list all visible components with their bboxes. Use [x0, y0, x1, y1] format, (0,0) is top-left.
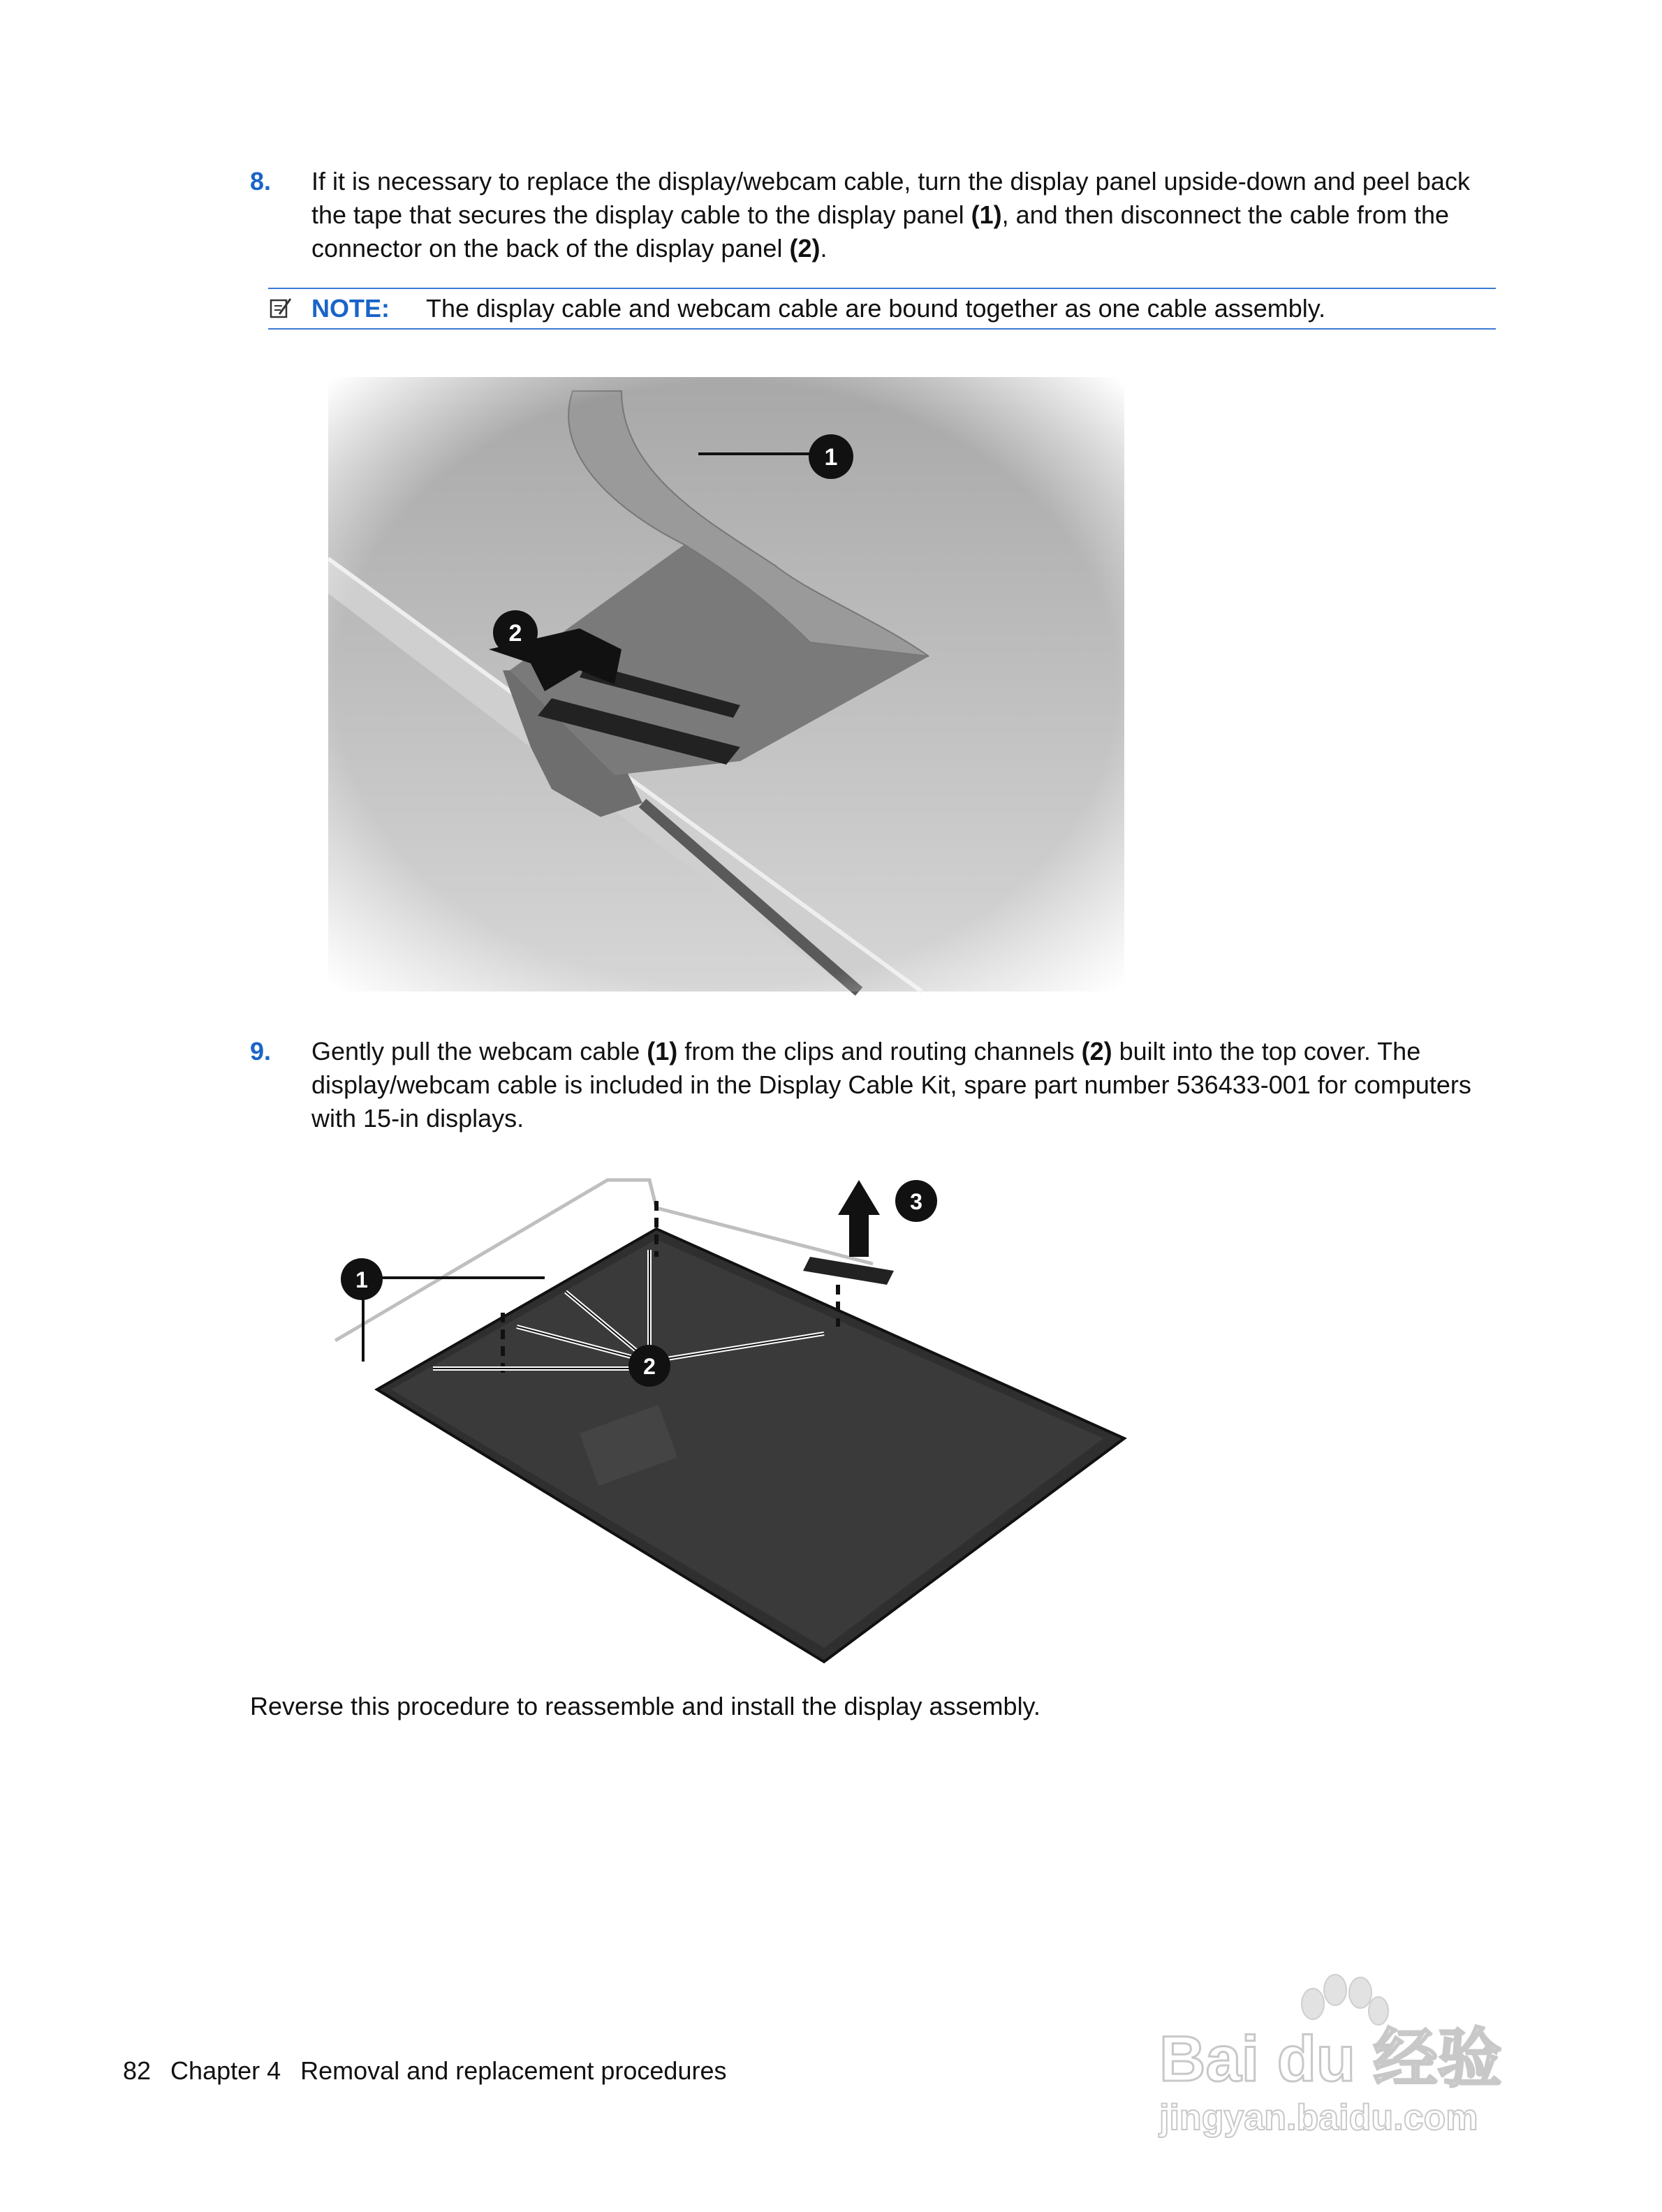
figure-webcam-cable — [321, 1159, 1145, 1676]
step-text: If it is necessary to replace the display/webcam cable, turn the display panel upside-down and peel back the tape that secures the display cable to the display panel (1), and then disconnect the cable from the connector on the back of the display panel (2). — [311, 167, 1470, 263]
callout-3 — [895, 1180, 937, 1222]
chapter-title: Removal and replacement procedures — [300, 2056, 727, 2085]
page-number: 82 — [123, 2056, 152, 2085]
figure-display-cable — [321, 370, 1131, 998]
note-box — [268, 288, 1496, 330]
svg-text:2: 2 — [508, 620, 522, 647]
closing-text: Reverse this procedure to reassemble and install the display assembly. — [250, 1692, 1040, 1720]
paw-icon — [1302, 1975, 1388, 2025]
note-label: NOTE: — [311, 294, 390, 323]
watermark-url: jingyan.baidu.com — [1159, 2097, 1478, 2138]
watermark-brand: Bai du 经验 — [1159, 2023, 1502, 2095]
svg-text:1: 1 — [355, 1267, 368, 1292]
note-icon — [268, 296, 292, 320]
step-number: 8. — [250, 167, 272, 196]
callout-1 — [809, 434, 853, 479]
page-footer — [123, 2054, 747, 2088]
svg-text:3: 3 — [910, 1189, 922, 1214]
note-text: The display cable and webcam cable are bound together as one cable assembly. — [426, 294, 1326, 323]
up-arrow-icon — [838, 1180, 880, 1257]
svg-text:2: 2 — [643, 1354, 656, 1379]
step-text: Gently pull the webcam cable (1) from the clips and routing channels (2) built into the top cover. The display/webcam cable is included in the Display Cable Kit, spare part number 536433-001 for computers with 15-in displays. — [311, 1037, 1471, 1133]
svg-text:1: 1 — [824, 444, 838, 471]
baidu-watermark — [1152, 1941, 1585, 2151]
step-number: 9. — [250, 1037, 272, 1066]
callout-2 — [493, 610, 538, 655]
callout-1 — [341, 1258, 383, 1300]
callout-2 — [628, 1345, 670, 1387]
chapter-label: Chapter 4 — [170, 2056, 281, 2085]
